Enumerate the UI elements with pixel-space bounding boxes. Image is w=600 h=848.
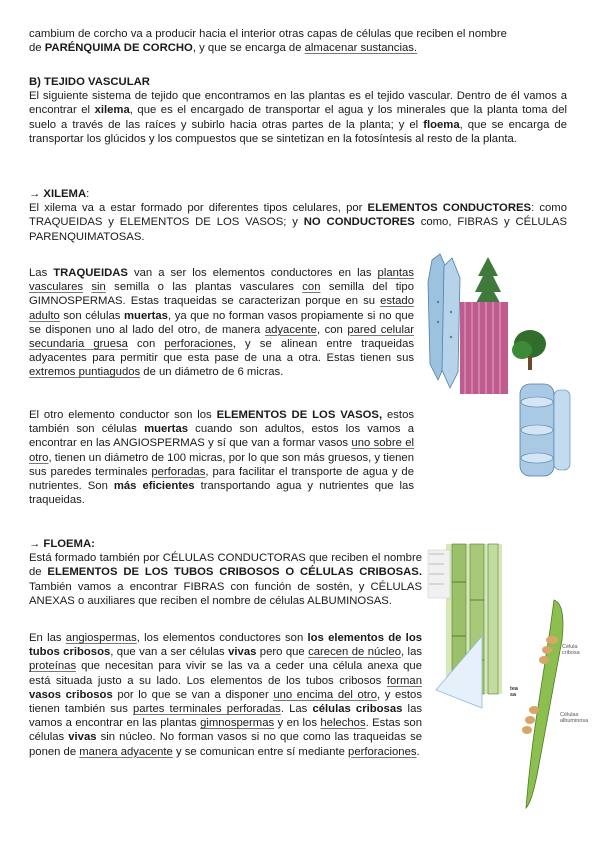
text-run: El siguiente sistema de tejido que encontramos en las plantas es el tejido vascular. Dentro de él vamos a encontrar el bbox=[29, 90, 567, 117]
heading-text: → XILEMA bbox=[29, 188, 87, 200]
bold-run: vivas bbox=[228, 646, 257, 659]
intro-line-1: cambium de corcho va a producir hacia el interior otras capas de células que reciben el nombre bbox=[29, 28, 507, 40]
angiospermas-text bbox=[29, 631, 422, 759]
floema-paragraph bbox=[29, 551, 422, 608]
text-run: pero que bbox=[256, 646, 309, 659]
text-run: sin núcleo. No forman vasos si no que como las traqueidas se ponen de bbox=[29, 731, 422, 758]
text-run: semilla del tipo GIMNOSPERMAS. Estas traqueidas se caracterizan porque en su bbox=[29, 281, 414, 308]
underline-run: adyacente bbox=[264, 323, 317, 336]
floema-heading: → FLOEMA: bbox=[29, 538, 95, 550]
text-run: van a ser los elementos conductores en las bbox=[127, 267, 378, 279]
text-run: con bbox=[127, 338, 165, 351]
bold-run: muertas bbox=[124, 309, 168, 322]
text-run: Las bbox=[29, 267, 54, 279]
floema-section bbox=[29, 537, 422, 608]
traqueidas-paragraph bbox=[29, 266, 414, 380]
vascular-paragraph bbox=[29, 89, 567, 146]
text-run: : como TRAQUEIDAS y ELEMENTOS DE LOS VASOS; y bbox=[29, 202, 567, 229]
text-run: , que van a ser células bbox=[110, 646, 229, 659]
heading-colon: : bbox=[86, 188, 90, 200]
bold-run: ELEMENTOS DE LOS TUBOS CRIBOSOS O CÉLULAS CRIBOSAS. bbox=[47, 566, 422, 579]
text-run: , ya que no forman vasos propiamente si no que se disponen uno al lado del otro, de manera bbox=[29, 309, 414, 336]
text-run: cuando son adultos, estos los vamos a encontrar en las ANGIOSPERMAS y sí que van a formar vasos bbox=[29, 423, 414, 450]
text-run: , y se alinean entre traqueidas adyacentes para permitir que esta pase de una a otra. Estas tienen sus bbox=[29, 338, 414, 365]
label-tea: tea sa bbox=[510, 686, 518, 698]
underline-run: perforaciones bbox=[348, 745, 417, 758]
vasos-paragraph bbox=[29, 408, 414, 507]
text-run: semilla o las plantas vasculares bbox=[105, 281, 303, 294]
tracheid-cells bbox=[428, 254, 460, 388]
text-run: y se comunican entre sí mediante bbox=[172, 745, 349, 758]
intro-text: , y que se encarga de bbox=[192, 42, 305, 55]
vessel-elements bbox=[520, 384, 570, 476]
intro-bold: PARÉNQUIMA DE CORCHO bbox=[44, 42, 193, 55]
broadleaf-tree-icon bbox=[512, 330, 546, 370]
text-run: , tienen un diámetro de 100 micras, por lo que son más gruesos, y tienen sus paredes terminales bbox=[29, 451, 414, 478]
vascular-heading: B) TEJIDO VASCULAR bbox=[29, 76, 150, 88]
text-run: son células bbox=[59, 309, 124, 322]
text-run: En las bbox=[29, 632, 66, 644]
underline-run: helechos bbox=[320, 717, 366, 730]
text-run: , que se encarga de transportar los glúcidos y los compuestos que se sintetizan en la fotosíntesis al resto de la planta. bbox=[29, 118, 567, 145]
bold-run: células cribosas bbox=[312, 703, 403, 716]
sieve-cell bbox=[522, 600, 563, 808]
intro-text: de bbox=[29, 42, 45, 55]
underline-run: plantas vasculares bbox=[29, 267, 414, 294]
intro-underline: almacenar sustancias. bbox=[304, 42, 418, 55]
text-run: El otro elemento conductor son los bbox=[29, 409, 217, 421]
underline-run: forman bbox=[386, 674, 422, 687]
angiospermas-paragraph bbox=[29, 631, 422, 759]
intro-paragraph bbox=[29, 27, 567, 55]
underline-run: perforadas bbox=[151, 465, 206, 478]
underline-run: angiospermas bbox=[65, 632, 137, 644]
underline-run: uno sobre el otro bbox=[29, 437, 414, 464]
text-run: . Estas son células bbox=[29, 717, 422, 744]
traqueidas-text bbox=[29, 266, 414, 380]
underline-run: estado adulto bbox=[29, 295, 414, 322]
text-run: El xilema va a estar formado por diferentes tipos celulares, por bbox=[29, 202, 368, 215]
xilema-heading bbox=[29, 187, 567, 201]
bold-run: más eficientes bbox=[113, 480, 195, 493]
underline-run: manera adyacente bbox=[79, 745, 173, 758]
text-run: , las bbox=[401, 646, 422, 659]
text-run: por lo que se van a disponer bbox=[112, 688, 274, 701]
underline-run: extremos puntiagudos bbox=[29, 366, 141, 379]
text-run: que necesitan para vivir se las va a ceder una célula anexa que está situada justo a su lado. Los elementos de los tubos cribosos bbox=[29, 660, 422, 687]
phloem-illustration bbox=[426, 540, 588, 812]
bold-run: muertas bbox=[144, 423, 189, 436]
xilema-section bbox=[29, 187, 567, 244]
text-run: , y estos tienen también sus bbox=[29, 688, 422, 716]
label-celulas-albuminosa: Células albuminosa bbox=[560, 712, 589, 724]
bold-run: TRAQUEIDAS bbox=[53, 267, 128, 279]
text-run: , los elementos conductores son bbox=[136, 632, 308, 644]
xilema-paragraph bbox=[29, 201, 567, 244]
bold-run: vivas bbox=[68, 731, 97, 744]
underline-run: carecen de núcleo bbox=[308, 646, 401, 659]
underline-run: pared celular secundaria gruesa bbox=[29, 323, 414, 351]
underline-run: uno encima del otro bbox=[273, 688, 377, 701]
text-run: como, FIBRAS y CÉLULAS PARENQUIMATOSAS. bbox=[29, 216, 567, 243]
bold-run: vasos cribosos bbox=[29, 688, 113, 701]
phloem-figure bbox=[426, 540, 588, 812]
text-run: , que es el encargado de transportar el agua y los minerales que la planta toma del suelo a través de las raíces y subirlo hacia otras partes de la planta; y el bbox=[29, 104, 568, 131]
text-run: transportando agua y nutrientes que las traqueidas. bbox=[29, 480, 414, 507]
bold-run: NO CONDUCTORES bbox=[303, 216, 415, 229]
text-run: estos también son células bbox=[29, 409, 414, 436]
vascular-section bbox=[29, 75, 567, 146]
text-run: También vamos a encontrar FIBRAS con función de sostén, y CÉLULAS ANEXAS o auxiliares que reciben el nombre de células ALBUMINOSAS. bbox=[29, 580, 422, 607]
text-run: . bbox=[416, 745, 420, 758]
text-run: , para facilitar el transporte de agua y de nutrientes. Son bbox=[29, 465, 414, 493]
wood-section bbox=[460, 302, 508, 394]
bold-run: xilema bbox=[94, 104, 130, 117]
underline-run: gimnospermas bbox=[200, 717, 275, 730]
underline-run: partes terminales perforadas bbox=[133, 703, 281, 716]
text-run: Está formado también por CÉLULAS CONDUCTORAS que reciben el nombre de bbox=[29, 552, 422, 579]
text-run: . Las bbox=[280, 703, 313, 716]
text-run: y en los bbox=[274, 717, 321, 730]
text-run: , con bbox=[316, 323, 348, 336]
underline-run: perforaciones bbox=[164, 338, 233, 351]
bold-run: ELEMENTOS CONDUCTORES bbox=[367, 202, 532, 215]
bold-run: ELEMENTOS DE LOS VASOS, bbox=[216, 409, 383, 421]
underline-run: proteínas bbox=[29, 660, 77, 673]
bold-run: floema bbox=[423, 118, 460, 131]
underline-run: sin bbox=[91, 281, 106, 294]
label-celula-cribosa: Célula cribosa bbox=[562, 644, 580, 656]
xylem-figure bbox=[420, 252, 575, 484]
text-run: las vamos a encontrar en las plantas bbox=[29, 703, 422, 730]
underline-run: con bbox=[302, 281, 321, 294]
text-run: de un diámetro de 6 micras. bbox=[140, 366, 284, 379]
vasos-text bbox=[29, 408, 414, 507]
bold-run: los elementos de los tubos cribosos bbox=[29, 632, 422, 659]
xylem-illustration bbox=[420, 252, 575, 484]
